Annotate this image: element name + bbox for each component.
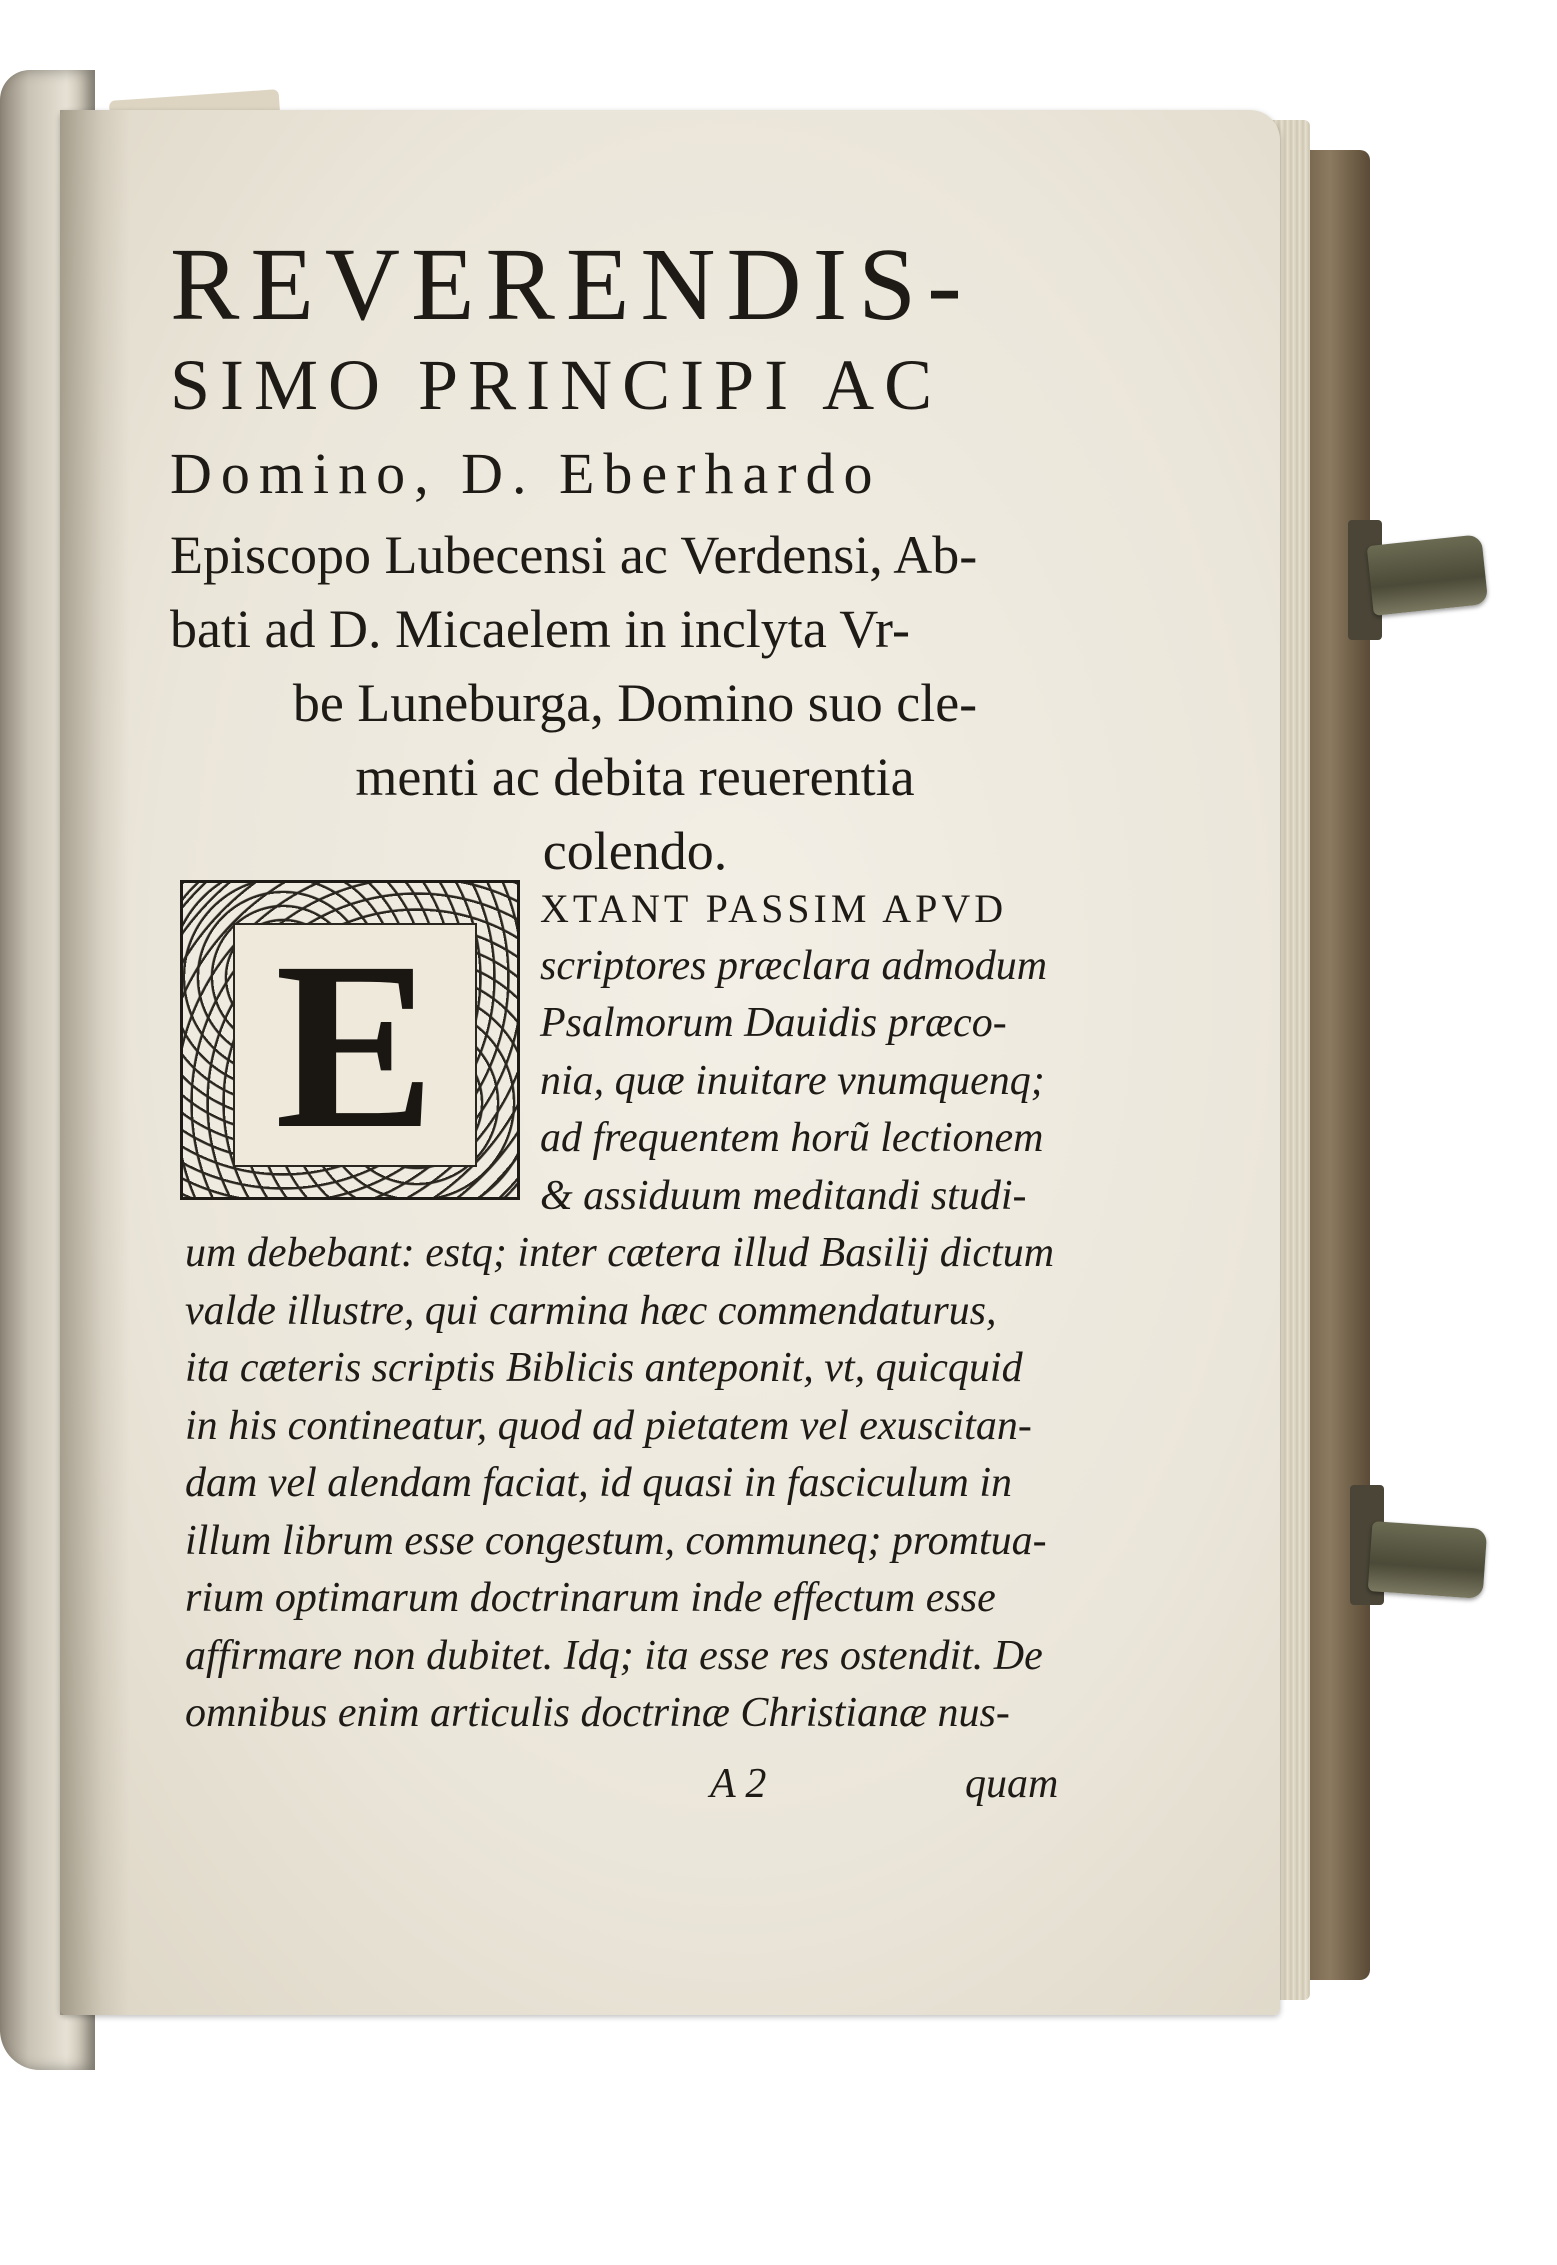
initial-frame xyxy=(233,912,477,1178)
clasp-bottom xyxy=(1368,1521,1488,1599)
decorated-initial xyxy=(180,880,520,1200)
heading-line-4: Episcopo Lubecensi ac Verdensi, Ab- xyxy=(170,525,978,585)
clasp-top xyxy=(1367,534,1489,616)
initial-letter: E xyxy=(274,912,436,1178)
heading-line-5: bati ad D. Micaelem in inclyta Vr- xyxy=(170,599,910,659)
body-line: omnibus enim articulis doctrinæ Christianæ nus- xyxy=(185,1690,1010,1736)
body-line: Psalmorum Dauidis præco- xyxy=(540,1000,1007,1046)
body-line: scriptores præclara admodum xyxy=(540,942,1048,989)
body-text xyxy=(185,1225,1085,1743)
heading-line-1: REVERENDIS- xyxy=(170,227,973,342)
body-line: nia, quæ inuitare vnumquenq; xyxy=(540,1057,1045,1104)
body-line: dam vel alendam faciat, id quasi in fasciculum in xyxy=(185,1460,1013,1506)
signature-mark: A 2 xyxy=(710,1761,767,1807)
body-line: affirmare non dubitet. Idq; ita esse res ostendit. De xyxy=(185,1632,1043,1679)
heading-line-7: menti ac debita reuerentia xyxy=(355,747,915,807)
heading-line-6: be Luneburga, Domino suo cle- xyxy=(292,673,978,733)
page-gutter xyxy=(60,110,130,2015)
body-line: ita cæteris scriptis Biblicis anteponit, vt, quicquid xyxy=(185,1345,1023,1391)
heading-line-2: SIMO PRINCIPI AC xyxy=(170,345,943,425)
body-line: ad frequentem horũ lectionem xyxy=(540,1115,1044,1161)
body-line: um debebant: estq; inter cætera illud Basilij dictum xyxy=(185,1230,1055,1276)
body-line: in his contineatur, quod ad pietatem vel exuscitan- xyxy=(185,1402,1032,1449)
body-line: illum librum esse congestum, communeq; promtua- xyxy=(185,1517,1047,1564)
body-line: rium optimarum doctrinarum inde effectum esse xyxy=(185,1575,996,1621)
dedication-heading xyxy=(170,227,1100,888)
body-line: valde illustre, qui carmina hæc commendaturus, xyxy=(185,1287,997,1334)
body-line: XTANT PASSIM APVD xyxy=(540,886,1008,931)
heading-line-8: colendo. xyxy=(542,821,728,881)
body-line: & assiduum meditandi studi- xyxy=(540,1172,1027,1219)
heading-line-3: Domino, D. Eberhardo xyxy=(170,441,882,506)
catchword: quam xyxy=(965,1761,1059,1807)
body-text-indented xyxy=(540,880,1080,1225)
